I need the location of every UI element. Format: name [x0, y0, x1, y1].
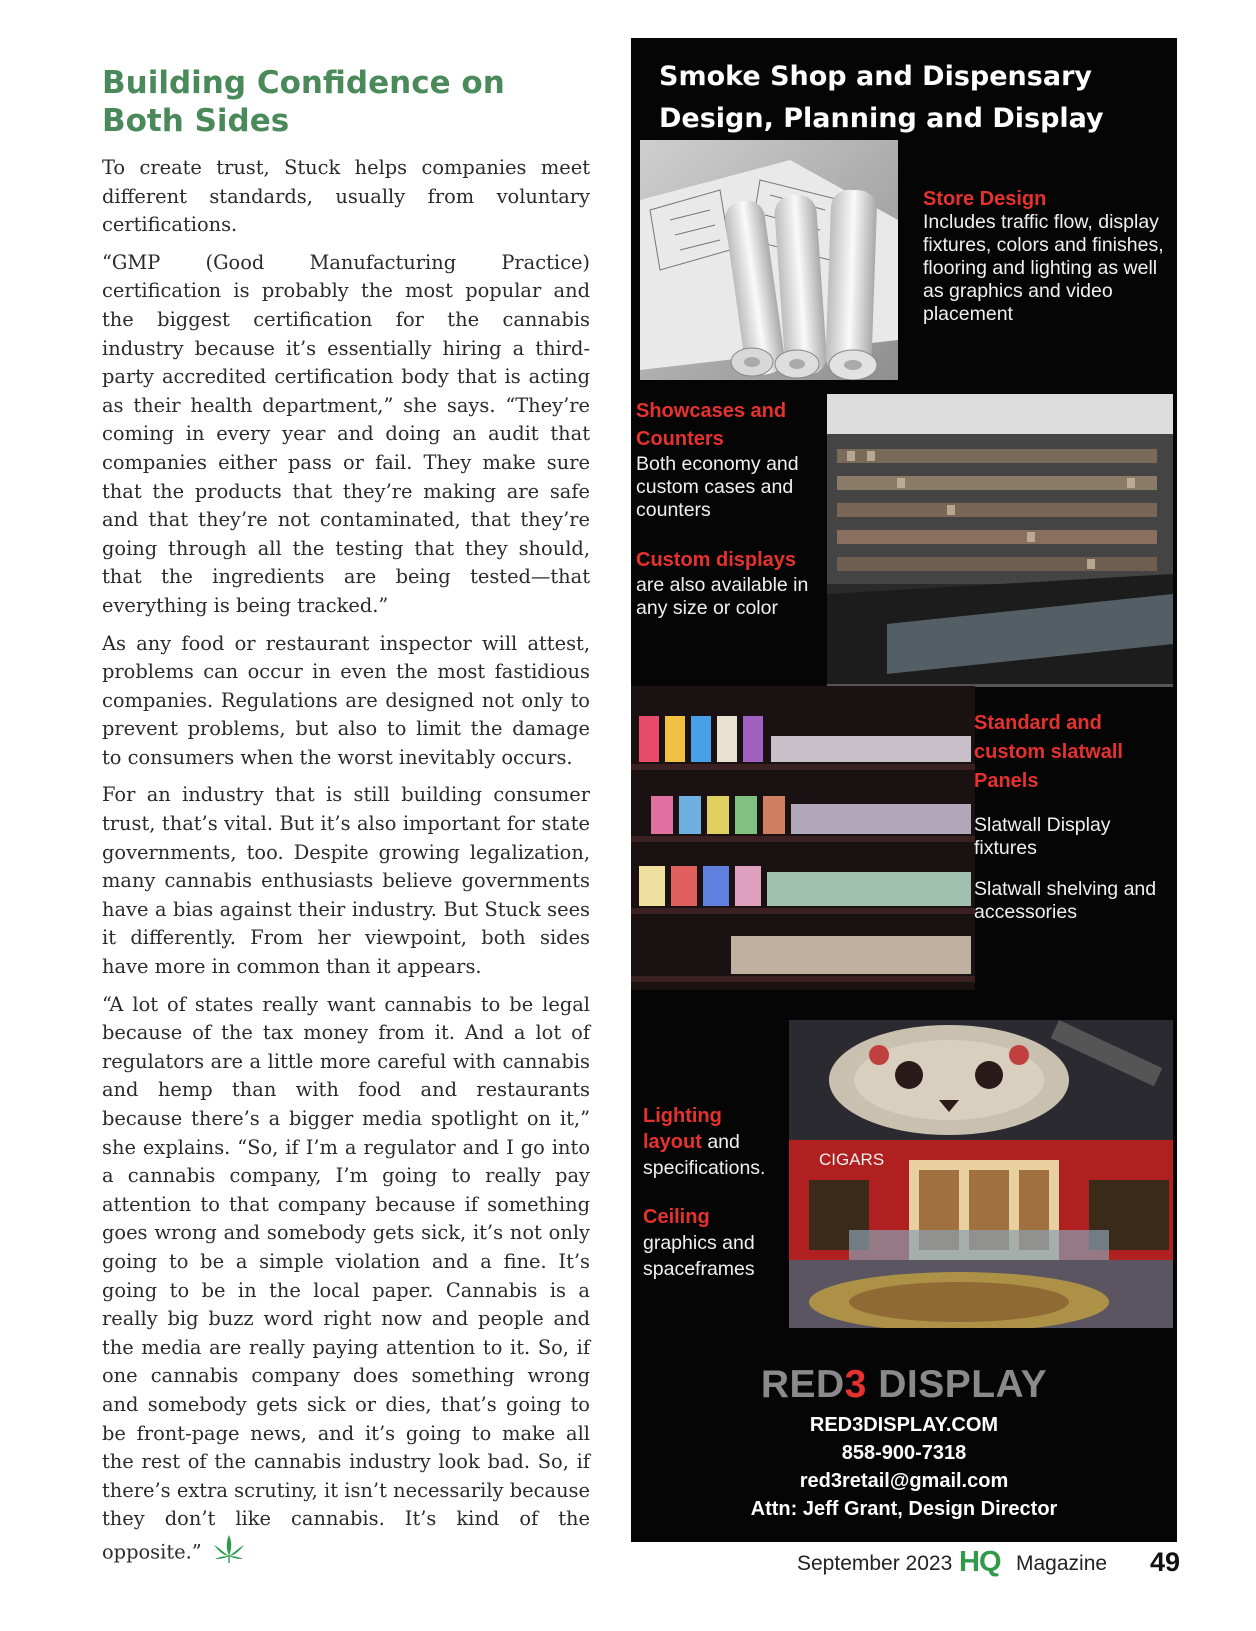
ceiling-block: [643, 1204, 793, 1282]
footer-date: September 2023: [797, 1552, 953, 1575]
lighting-layout-heading: layout: [643, 1131, 702, 1153]
article-paragraph: For an industry that is still building consumer trust, that’s vital. But it’s also important for state governments, too. Despite growing legalization, many cannabis enthusiasts believe governments have a bias against their industry. But Stuck sees it differently. From her viewpoint, both sides have more in common than it appears.: [102, 783, 590, 979]
brand-name-3: 3: [844, 1363, 867, 1406]
ceiling-body: graphics and spaceframes: [643, 1232, 755, 1280]
ad-title-line-1: Smoke Shop and Dispensary: [659, 61, 1092, 92]
slatwall-item-2: Slatwall shelving and accessories: [974, 878, 1157, 923]
article-heading: Building Confidence on Both Sides: [102, 65, 505, 139]
showcases-block: [636, 397, 826, 522]
slatwall-heading-1: Standard and: [974, 712, 1102, 734]
lighting-and: and: [707, 1131, 740, 1153]
slatwall-block: [974, 709, 1174, 924]
lighting-block: [643, 1103, 793, 1181]
brand-website[interactable]: RED3DISPLAY.COM: [809, 1414, 999, 1436]
ad-title-line-2: Design, Planning and Display: [659, 103, 1104, 134]
ad-title: [659, 56, 1104, 140]
showcases-heading-1: Showcases and: [636, 400, 787, 422]
brand-phone[interactable]: 858-900-7318: [841, 1442, 967, 1464]
slatwall-heading-3: Panels: [974, 770, 1039, 792]
lighting-layout-line: [643, 1129, 793, 1155]
article-paragraph: “GMP (Good Manufacturing Practice) certification is probably the most popular and the biggest certification for the cannabis industry because it’s essentially hiring a third-party accredited certification body that is acting as their health department,” she says. “They’re coming in every year and doing an audit that companies either pass or fail. They make sure that the products that they’re making are safe and that they’re not contaminated, that they’re going through all the testing that they should, that the ingredients are being tested—that everything is being tracked.”: [102, 250, 590, 617]
slatwall-heading-2: custom slatwall: [974, 741, 1123, 763]
cigars-sign: CIGARS: [819, 1150, 885, 1169]
lighting-body: specifications.: [643, 1157, 766, 1179]
article-paragraph: To create trust, Stuck helps companies meet different standards, usually from voluntary certifications.: [102, 156, 590, 237]
store-design-body: Includes traffic flow, display fixtures, colors and finishes, flooring and lighting as well as graphics and video placement: [923, 211, 1164, 325]
ceiling-photo: [789, 1020, 1173, 1328]
brand-attn: Attn: Jeff Grant, Design Director: [750, 1498, 1058, 1520]
ceiling-heading: Ceiling: [643, 1206, 710, 1228]
lighting-heading-line: [643, 1103, 793, 1129]
blueprints-photo: [640, 140, 898, 380]
brand-name-red: RED: [760, 1363, 845, 1406]
article-paragraph: As any food or restaurant inspector will attest, problems can occur in even the most fastidious companies. Regulations are designed not only to prevent problems, but also to limit the damage to consumers when the worst inevitably occurs.: [102, 631, 590, 769]
lighting-heading: Lighting: [643, 1105, 722, 1127]
hq-logo: HQ: [959, 1546, 1001, 1578]
article-paragraph-text: “A lot of states really want cannabis to be legal because of the tax money from it. And a lot of regulators are a little more careful with cannabis and hemp than with food and restaurants because there’s a bigger media spotlight on it,” she explains. “So, if I’m a regulator and I go into a cannabis company, I’m going to really pay attention to that company because if something goes wrong and somebody gets sick, it’s not only going to be a simple violation and a fine. It’s going to be in the local paper. Cannabis is a really big buzz word right now and people and the media are really paying attention to it. So, if one cannabis company does something wrong and somebody gets sick or dies, that’s going to be front-page news, and it’s going to make all the rest of the cannabis industry look bad. So, if there’s extra scrutiny, it isn’t necessarily because they don’t like cannabis. It’s kind of the opposite.”: [102, 992, 590, 1564]
showcases-body: Both economy and custom cases and counters: [636, 453, 799, 521]
page-number: 49: [1150, 1547, 1181, 1577]
custom-displays-block: [636, 546, 826, 620]
article-paragraph-last: [102, 991, 590, 1573]
brand-logo: [631, 1363, 1177, 1407]
store-design-heading: Store Design: [923, 188, 1047, 210]
advertisement-panel: [631, 38, 1177, 1542]
slatwall-photo: [631, 686, 975, 990]
slatwall-item-1: Slatwall Display fixtures: [974, 814, 1111, 859]
footer-magazine: Magazine: [1016, 1552, 1108, 1575]
custom-displays-heading: Custom displays: [636, 549, 797, 571]
store-design-block: [923, 188, 1173, 326]
showcases-heading-2: Counters: [636, 428, 724, 450]
brand-name-display: DISPLAY: [866, 1363, 1048, 1406]
showcases-photo: [827, 394, 1173, 687]
brand-block: [631, 1363, 1177, 1523]
custom-displays-body: are also available in any size or color: [636, 574, 809, 619]
article: [102, 64, 590, 1582]
brand-email[interactable]: red3retail@gmail.com: [799, 1470, 1009, 1492]
page-footer: [0, 1548, 1256, 1584]
